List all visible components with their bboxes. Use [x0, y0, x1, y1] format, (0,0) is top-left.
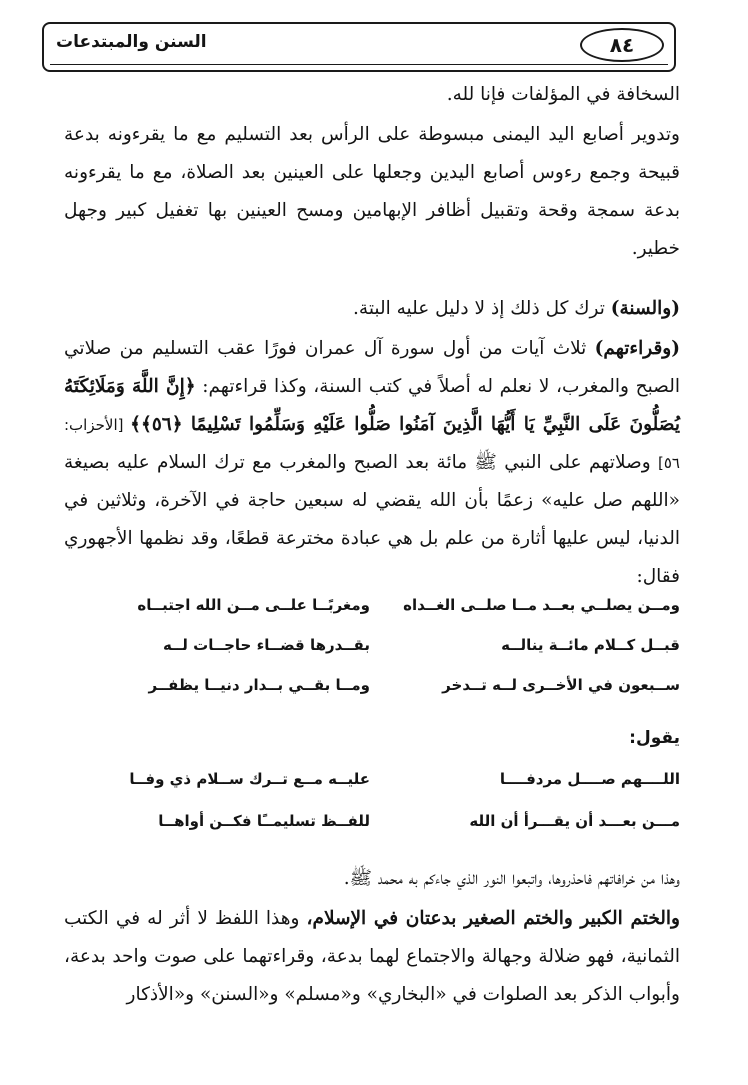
poem-verse — [80, 676, 680, 706]
verse-hemistich-first: قبــل كــلام مائــة ينالــه — [501, 636, 680, 654]
page-number: ٨٤ — [580, 28, 664, 62]
verse-hemistich-second: للفــظ تسليمــًا فكــن أواهــا — [158, 812, 370, 830]
verse-hemistich-first: مـــن بعـــد أن يقـــرأ أن الله — [469, 812, 680, 830]
verse-hemistich-first: ســبعون في الأخــرى لــه تــدخر — [442, 676, 680, 694]
quran-verse: ﴿إِنَّ اللَّهَ وَمَلَائِكَتَهُ يُصَلُّونَ عَلَى النَّبِيِّ يَا أَيُّهَا الَّذِينَ آمَنُوا صَلُّوا عَلَيْهِ وَسَلِّمُوا تَسْلِيمًا ﴿٥٦﴾﴾ — [64, 376, 681, 435]
paragraph-6 — [64, 900, 680, 1014]
paragraph-4-text-a: ثلاث آيات من أول سورة آل عمران فورًا عقب التسليم من صلاتي الصبح والمغرب، لا نعلم له أصلاً في كتب السنة، وكذا قراءتهم: — [64, 338, 681, 397]
verse-hemistich-second: بقــدرها قضــاء حاجــات لــه — [162, 636, 370, 654]
verse-hemistich-second: عليــه مــع تــرك ســلام ذي وفــا — [129, 770, 370, 788]
khatm-label: والختم الكبير والختم الصغير بدعتان في الإسلام، — [306, 908, 680, 929]
verse-hemistich-first: ومــن يصلــي بعــد مــا صلــى الغــداه — [403, 596, 680, 614]
poem-verse — [80, 770, 680, 800]
paragraph-3 — [64, 290, 680, 328]
paragraph-2: وتدوير أصابع اليد اليمنى مبسوطة على الرأس بعد التسليم مع ما يقرءونه بدعة قبيحة وجمع رءوس أصابع اليدين وجعلها على العينين بعد الصلاة، مع ما يقرءونه بدعة سمجة وقحة وتقبيل أظافر الإبهامين ومسح العينين بها تغفيل كبير وجهل خطير. — [64, 124, 680, 259]
header-rule — [50, 64, 668, 65]
quran-citation: [الأحزاب: ٥٦] — [64, 416, 680, 472]
verse-hemistich-second: ومــا بقــي بــدار دنيــا يظفــر — [148, 676, 370, 694]
running-title: السنن والمبتدعات — [56, 32, 207, 52]
poem-verse — [80, 812, 680, 842]
sunnah-label: (والسنة) — [610, 298, 680, 319]
paragraph-6-text: وهذا اللفظ لا أثر له في الكتب الثمانية، فهو ضلالة وجهالة والاجتماع لهما بدعة، وقراءتهما على صوت واحد بدعة، وأبواب الذكر بعد الصلوات في «البخاري» و«مسلم» و«السنن» و«الأذكار — [64, 908, 680, 1005]
paragraph-1: السخافة في المؤلفات فإنا لله. — [446, 84, 680, 105]
paragraph-5: وهذا من خرافاتهم فاحذروها، واتبعوا النور الذي جاءكم به محمد ﷺ. — [343, 868, 680, 889]
verse-hemistich-first: اللــــهم صــــل مردفــــا — [499, 770, 680, 788]
page-header — [42, 22, 676, 72]
yaqul-label: يقول: — [629, 728, 680, 748]
paragraph-3-text: ترك كل ذلك إذ لا دليل عليه البتة. — [353, 298, 611, 319]
paragraph-4-text-b: وصلاتهم على النبي ﷺ مائة بعد الصبح والمغرب مع ترك السلام عليه بصيغة «اللهم صل عليه» زعمًا بأن الله يقضي له سبعين حاجة في الآخرة، وثلاثين في الدنيا، ليس عليها أثارة من علم بل هي عبادة مخترعة قطعًا، وقد نظمها الأجهوري فقال: — [64, 452, 680, 587]
paragraph-4 — [64, 330, 680, 596]
qiraatuhum-label: (وقراءتهم) — [594, 338, 680, 359]
poem-verse — [80, 596, 680, 626]
verse-hemistich-second: ومغربًــا علــى مــن الله اجتبــاه — [137, 596, 370, 614]
poem-verse — [80, 636, 680, 666]
